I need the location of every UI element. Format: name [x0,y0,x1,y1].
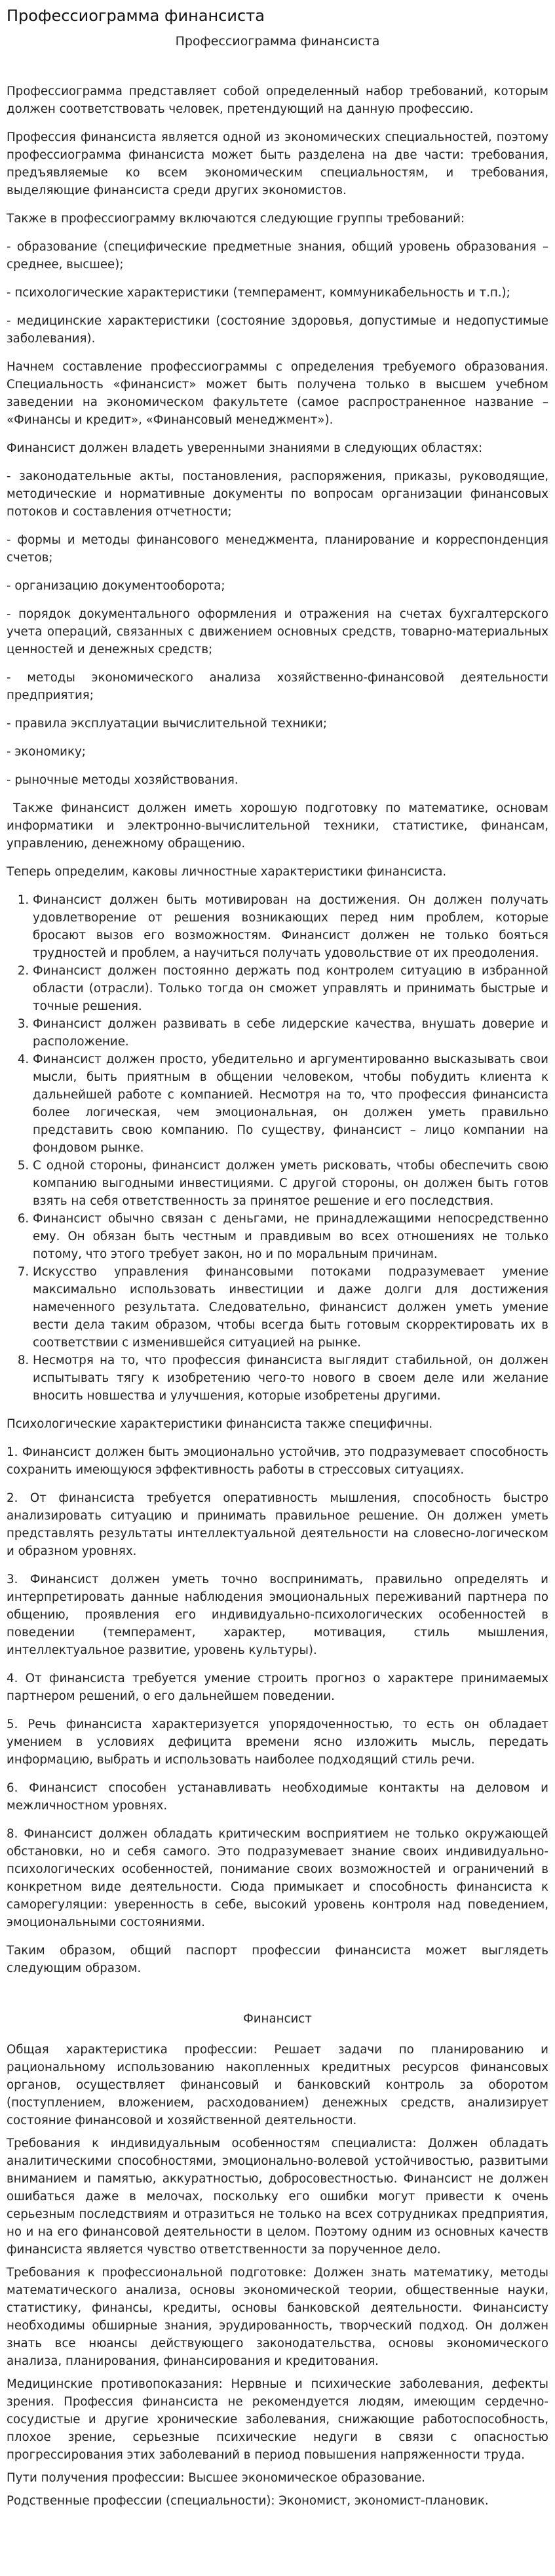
paragraph: Медицинские противопоказания: Нервные и психические заболевания, дефекты зрения. Профессия финансиста не рекомендуется людям, имеющим сердечно-сосудистые и другие хронические заболевания, снижающие работоспособность, плохое зрение, серьезные психические недуги в связи с опасностью прогрессирования этих заболеваний в период повышения напряженности труда. [7,2377,548,2462]
list-item: 5. С одной стороны, финансист должен уметь рисковать, чтобы обеспечить свою компанию выгодными инвестициями. С другой стороны, он должен быть готов взять на себя ответственность за принятое решение и его последствия. [33,1157,548,1210]
paragraph: Также в профессиограмму включаются следующие группы требований: [7,212,465,226]
paragraph: 5. Речь финансиста характеризуется упорядоченностью, то есть он обладает умением в условиях дефицита времени ясно изложить мысль, передать информацию, выбрать и использовать наиболее подходящий стиль речи. [7,1718,548,1767]
page-title: Профессиограмма финансиста [7,7,265,25]
document-subtitle: Профессиограмма финансиста [175,34,380,49]
paragraph: - формы и методы финансового менеджмента, планирование и корреспонденция счетов; [7,533,548,565]
paragraph: Родственные профессии (специальности): Экономист, экономист-плановик. [7,2494,489,2508]
paragraph: Пути получения профессии: Высшее экономическое образование. [7,2471,425,2485]
paragraph: 8. Финансист должен обладать критическим восприятием не только окружающей обстановки, но и себя самого. Это подразумевает знание своих индивидуально-психологических особенностей, понимание своих возможностей и ограничений в конкретном виде деятельности. Сюда примыкает и способность финансиста к саморегуляции: уверенность в себе, высокий уровень контроля над поведением, эмоциональными состояниями. [7,1827,548,1929]
paragraph: Психологические характеристики финансиста также специфичны. [7,1417,433,1431]
paragraph: - экономику; [7,745,86,759]
paragraph: Также финансист должен иметь хорошую подготовку по математике, основам информатики и электронно-вычислительной техники, статистике, финансам, управлению, денежному обращению. [7,801,548,851]
list-item: 1. Финансист должен быть мотивирован на достижения. Он должен получать удовлетворение от решения возникающих перед ним проблем, которые бросают вызов его возможностям. Финансист должен не только бояться трудностей и проблем, а научиться получать удовольствие от их преодоления. [33,891,548,962]
list-item: 8. Несмотря на то, что профессия финансиста выглядит стабильной, он должен испытывать тягу к изобретению чего-то нового в своем деле или желание вносить новшества и улучшения, которые изобретены другими. [33,1352,548,1405]
paragraph: Финансист должен владеть уверенными знаниями в следующих областях: [7,441,483,455]
paragraph: Общая характеристика профессии: Решает задачи по планированию и рациональному использованию накопленных кредитных ресурсов финансовых органов, осуществляет финансовый и банковский контроль за оборотом (поступлением, вложением, расходованием) денежных средств, анализирует состояние финансовой и хозяйственной деятельности. [7,2043,548,2127]
paragraph: Профессия финансиста является одной из экономических специальностей, поэтому профессиограмма финансиста может быть разделена на две части: требования, предъявляемые ко всем экономическим специальностям, и требования, выделяющие финансиста среди других экономистов. [7,131,548,197]
paragraph: 3. Финансист должен уметь точно воспринимать, правильно определять и интерпретировать данные наблюдения эмоциональных переживаний партнера по общению, проявления его индивидуально-психологических особенностей в поведении (темперамент, характер, мотивация, стиль мышления, интеллектуальное развитие, уровень культуры). [7,1573,548,1657]
list-item: 3. Финансист должен развивать в себе лидерские качества, внушать доверие и расположение. [33,1015,548,1051]
paragraph: Требования к индивидуальным особенностям специалиста: Должен обладать аналитическими способностями, эмоционально-волевой устойчивостью, развитыми вниманием и памятью, аккуратностью, добросовестностью. Финансист не должен ошибаться даже в мелочах, поскольку его ошибки могут привести к очень серьезным последствиям и отразиться не только на всех сотрудниках предприятия, но и на его финансовой деятельности в целом. Поэтому одним из основных качеств финансиста является чувство ответственности за порученное дело. [7,2137,548,2257]
paragraph: Теперь определим, каковы личностные характеристики финансиста. [7,865,447,879]
paragraph: - рыночные методы хозяйствования. [7,773,239,787]
paragraph: - законодательные акты, постановления, распоряжения, приказы, руководящие, методические и нормативные документы по вопросам организации финансовых потоков и составления отчетности; [7,470,548,519]
paragraph: Начнем составление профессиограммы с определения требуемого образования. Специальность «финансист» может быть получена только в высшем учебном заведении на экономическом факультете (самое распространенное название – «Финансы и кредит», «Финансовый менеджмент»). [7,360,548,427]
list-item: 7. Искусство управления финансовыми потоками подразумевает умение максимально использовать инвестиции и даже долги для достижения намеченного результата. Следовательно, финансист должен уметь умение вести дела таким образом, чтобы всегда быть готовым скорректировать их в соответствии с изменившейся ситуацией на рынке. [33,1263,548,1352]
section-title: Финансист [243,2012,312,2026]
paragraph: Требования к профессиональной подготовке: Должен знать математику, методы математического анализа, основы экономической теории, общественные науки, статистику, финансы, кредиты, основы банковской деятельности. Финансисту необходимы обширные знания, эрудированность, творческий подход. Он должен знать все нюансы действующего законодательства, основы экономического анализа, планирования, финансирования и кредитования. [7,2266,548,2368]
paragraph: - психологические характеристики (темперамент, коммуникабельность и т.п.); [7,286,510,300]
paragraph: 6. Финансист способен устанавливать необходимые контакты на деловом и межличностном уровнях. [7,1781,548,1813]
paragraph: - образование (специфические предметные знания, общий уровень образования – среднее, высшее); [7,240,548,272]
list-item: 6. Финансист обычно связан с деньгами, не принадлежащими непосредственно ему. Он обязан быть честным и правдивым во всех отношениях не только потому, что этого требует закон, но и по моральным причинам. [33,1210,548,1263]
paragraph: 1. Финансист должен быть эмоционально устойчив, это подразумевает способность сохранить имеющуюся эффективность работы в стрессовых ситуациях. [7,1445,548,1477]
list-item: 2. Финансист должен постоянно держать под контролем ситуацию в избранной области (отрасли). Только тогда он сможет управлять и принимать быстрые и точные решения. [33,962,548,1015]
paragraph: - методы экономического анализа хозяйственно-финансовой деятельности предприятия; [7,671,548,702]
paragraph: 4. От финансиста требуется умение строить прогноз о характере принимаемых партнером решений, о его дальнейшем поведении. [7,1672,548,1703]
paragraph: Таким образом, общий паспорт профессии финансиста может выглядеть следующим образом. [7,1944,548,1975]
paragraph: 2. От финансиста требуется оперативность мышления, способность быстро анализировать ситуацию и принимать правильное решение. Он должен уметь представлять результаты интеллектуальной деятельности на словесно-логическом и образном уровнях. [7,1491,548,1558]
paragraph: - правила эксплуатации вычислительной техники; [7,717,327,731]
paragraph: Профессиограмма представляет собой определенный набор требований, которым должен соответствовать человек, претендующий на данную профессию. [7,85,548,116]
paragraph: - медицинские характеристики (состояние здоровья, допустимые и недопустимые заболевания). [7,314,548,346]
personal-traits-list [7,891,548,1405]
paragraph: - порядок документального оформления и отражения на счетах бухгалтерского учета операций, связанных с движением основных средств, товарно-материальных ценностей и денежных средств; [7,607,548,656]
list-item: 4. Финансист должен просто, убедительно и аргументированно высказывать свои мысли, быть приятным в общении человеком, чтобы побудить клиента к дальнейшей работе с компанией. Несмотря на то, что профессия финансиста более логическая, чем эмоциональная, он должен уметь правильно представить свою компанию. По существу, финансист – лицо компании на фондовом рынке. [33,1051,548,1157]
paragraph: - организацию документооборота; [7,579,225,593]
